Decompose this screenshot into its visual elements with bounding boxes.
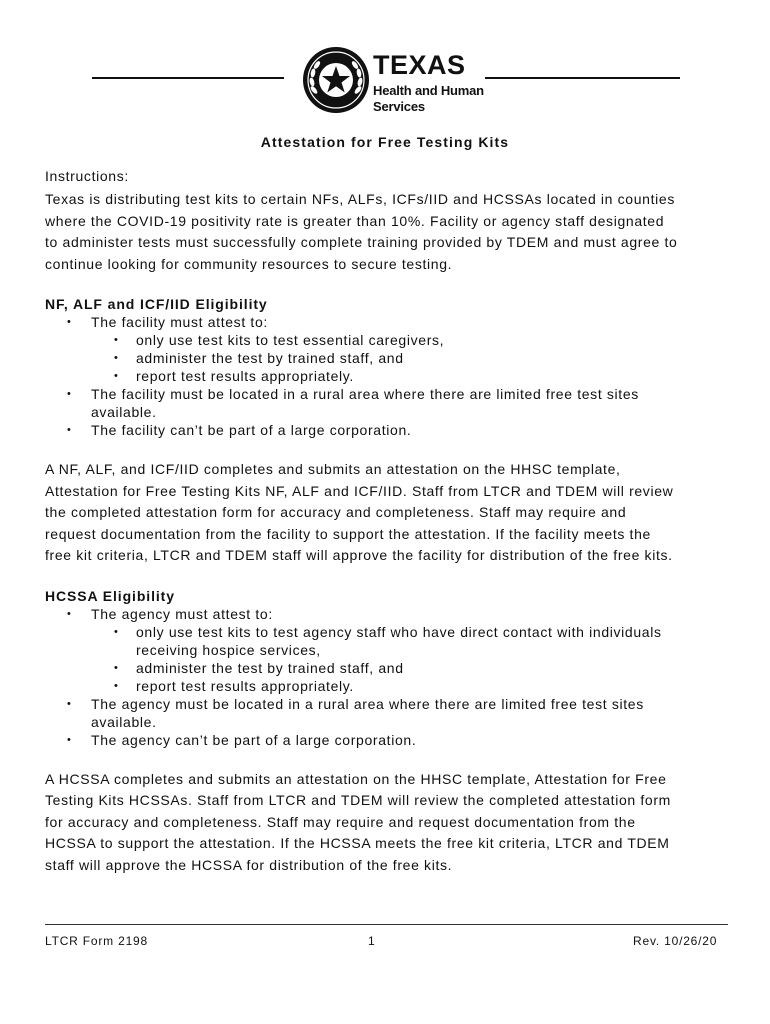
hcssa-attest-list	[91, 623, 735, 695]
nf-paragraph-line: the completed attestation form for accuracy and completeness. Staff may require and	[45, 504, 627, 520]
list-item	[91, 623, 735, 659]
nf-rural-line: available.	[91, 404, 157, 420]
header-rule-left	[92, 77, 284, 79]
nf-corp-item: The facility can’t be part of a large corporation.	[91, 422, 412, 438]
list-item	[45, 695, 735, 731]
intro-line: Texas is distributing test kits to certain NFs, ALFs, ICFs/IID and HCSSAs located in counties	[45, 191, 676, 207]
nf-paragraph-line: free kit criteria, LTCR and TDEM staff will approve the facility for distribution of the free kits.	[45, 547, 673, 563]
hcssa-attest-item: receiving hospice services,	[136, 641, 321, 658]
nf-attest-intro: The facility must attest to:	[91, 314, 268, 330]
list-item	[45, 421, 735, 439]
hcssa-paragraph-line: staff will approve the HCSSA for distribution of the free kits.	[45, 856, 453, 873]
brand-line-2: Services	[373, 99, 425, 114]
bullet-icon: •	[114, 370, 119, 382]
hcssa-requirements-list	[45, 605, 735, 749]
document-title: Attestation for Free Testing Kits	[260, 134, 510, 150]
intro-line: where the COVID-19 positivity rate is greater than 10%. Facility or agency staff designated	[45, 212, 665, 229]
hcssa-attest-item: report test results appropriately.	[136, 677, 354, 694]
intro-line: to administer tests must successfully complete training provided by TDEM and must agree to	[45, 234, 678, 250]
bullet-icon: •	[114, 352, 119, 364]
bullet-icon: •	[67, 607, 72, 620]
brand-name: TEXAS	[373, 50, 466, 80]
list-item	[91, 349, 735, 367]
document-body	[45, 166, 735, 876]
footer-page-number: 1	[368, 934, 376, 948]
list-item	[91, 659, 735, 677]
nf-rural-line: The facility must be located in a rural area where there are limited free test sites	[91, 386, 639, 402]
footer-revision: Rev. 10/26/20	[633, 934, 718, 948]
list-item	[91, 331, 735, 349]
list-item	[91, 367, 735, 385]
bullet-icon: •	[67, 316, 72, 328]
hcssa-attest-item: only use test kits to test agency staff who have direct contact with individuals	[136, 623, 662, 640]
hcssa-paragraph-line: for accuracy and completeness. Staff may require and request documentation from the	[45, 813, 636, 830]
bullet-icon: •	[114, 334, 119, 346]
hcssa-attest-item: administer the test by trained staff, and	[136, 659, 404, 676]
hhs-brand	[373, 52, 484, 115]
header-rule-right	[485, 77, 680, 79]
nf-paragraph-line: request documentation from the facility to support the attestation. If the facility meets the	[45, 525, 651, 542]
hcssa-paragraph	[45, 769, 735, 877]
nf-requirements-list	[45, 313, 735, 439]
list-item	[91, 677, 735, 695]
hcssa-eligibility-heading: HCSSA Eligibility	[45, 587, 175, 604]
bullet-icon: •	[67, 424, 72, 436]
bullet-icon: •	[114, 679, 119, 692]
bullet-icon: •	[114, 625, 119, 638]
instructions-label: Instructions:	[45, 168, 129, 184]
list-item	[45, 313, 735, 385]
hcssa-attest-intro: The agency must attest to:	[91, 605, 273, 622]
nf-paragraph-line: Attestation for Free Testing Kits NF, ALF and ICF/IID. Staff from LTCR and TDEM will review	[45, 482, 674, 499]
hcssa-paragraph-line: A HCSSA completes and submits an attestation on the HHSC template, Attestation for Free	[45, 770, 667, 787]
hcssa-paragraph-line: HCSSA to support the attestation. If the HCSSA meets the free kit criteria, LTCR and TDEM	[45, 835, 670, 851]
nf-attest-list	[91, 331, 735, 385]
hcssa-paragraph-line: Testing Kits HCSSAs. Staff from LTCR and TDEM will review the completed attestation form	[45, 792, 671, 808]
nf-attest-item: administer the test by trained staff, and	[136, 350, 404, 366]
nf-paragraph-line: A NF, ALF, and ICF/IID completes and submits an attestation on the HHSC template,	[45, 461, 621, 477]
texas-seal-icon	[301, 44, 371, 116]
list-item	[45, 385, 735, 421]
hcssa-corp-item: The agency can’t be part of a large corporation.	[91, 731, 417, 748]
brand-line-1: Health and Human	[373, 83, 484, 98]
nf-eligibility-heading: NF, ALF and ICF/IID Eligibility	[45, 296, 268, 312]
bullet-icon: •	[67, 388, 72, 400]
list-item	[45, 731, 735, 749]
nf-paragraph	[45, 459, 735, 567]
hcssa-rural-line: The agency must be located in a rural area where there are limited free test sites	[91, 695, 644, 712]
nf-attest-item: report test results appropriately.	[136, 368, 354, 384]
intro-paragraph	[45, 189, 735, 275]
intro-line: continue looking for community resources to secure testing.	[45, 255, 453, 272]
hcssa-rural-line: available.	[91, 713, 157, 730]
nf-attest-item: only use test kits to test essential caregivers,	[136, 332, 445, 348]
bullet-icon: •	[67, 697, 72, 710]
list-item	[45, 605, 735, 695]
footer-rule	[45, 924, 728, 925]
bullet-icon: •	[114, 661, 119, 674]
footer-form-number: LTCR Form 2198	[45, 934, 149, 948]
bullet-icon: •	[67, 733, 72, 746]
